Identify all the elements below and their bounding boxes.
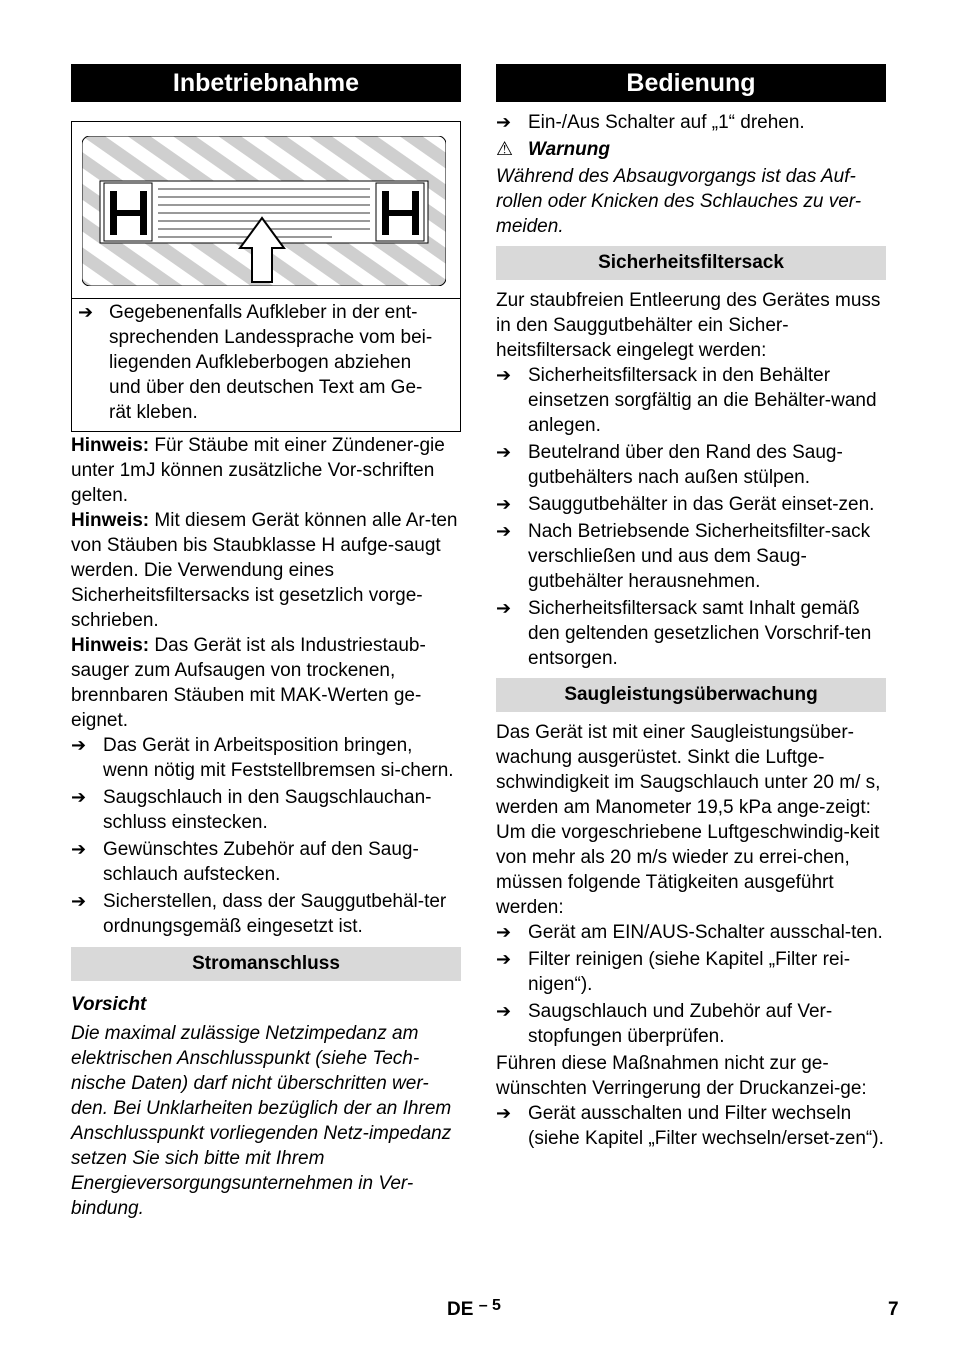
list-item <box>78 300 454 425</box>
list-item <box>496 1101 886 1151</box>
list-item <box>496 519 886 594</box>
list-item <box>496 947 886 997</box>
arrow-right-icon: ➔ <box>71 787 87 807</box>
box-line: liegenden Aufkleberbogen abziehen <box>109 352 412 373</box>
arrow-right-icon: ➔ <box>496 521 512 541</box>
note-label: Hinweis: <box>71 435 150 456</box>
note-text: Das Gerät ist als Industriestaub-sauger zum Aufsaugen von trockenen, brennbaren Stäuben mit MAK-Werten ge-eignet. <box>71 635 426 731</box>
arrow-right-icon: ➔ <box>496 494 512 514</box>
warning-text: Während des Absaugvorgangs ist das Auf-rollen oder Knicken des Schlauches zu ver-meiden. <box>496 166 862 237</box>
box-line: und über den deutschen Text am Ge- <box>109 377 423 398</box>
list-item <box>71 837 461 887</box>
warning-triangle-icon: ⚠ <box>496 139 514 160</box>
note-label: Hinweis: <box>71 510 150 531</box>
monitor-paragraph: Führen diese Maßnahmen nicht zur ge-wünschten Verringerung der Druckanzei-ge: <box>496 1053 867 1099</box>
step-text: Gerät am EIN/AUS-Schalter ausschal-ten. <box>528 922 883 943</box>
box-line: Gegebenenfalls Aufkleber in der ent- <box>109 302 418 323</box>
section-title-stromanschluss: Stromanschluss <box>71 947 461 981</box>
list-item <box>496 999 886 1049</box>
sticker-instruction <box>72 299 460 431</box>
sticker-figure <box>72 122 460 299</box>
list-item <box>496 110 886 135</box>
notes-block <box>71 433 461 733</box>
arrow-right-icon: ➔ <box>496 442 512 462</box>
step-text: Beutelrand über den Rand des Saug-gutbehälters nach außen stülpen. <box>528 442 843 488</box>
step-text: Filter reinigen (siehe Kapitel „Filter rei-nigen“). <box>528 949 851 995</box>
setup-steps <box>71 733 461 939</box>
list-item <box>496 920 886 945</box>
step-text: Ein-/Aus Schalter auf „1“ drehen. <box>528 112 805 133</box>
note-text: Mit diesem Gerät können alle Ar-ten von Stäuben bis Staubklasse H aufge-saugt werden. Die Verwendung eines Sicherheitsfiltersacks ist gesetzlich vorge-schrieben. <box>71 510 458 631</box>
page-number: 7 <box>888 1299 899 1320</box>
arrow-right-icon: ➔ <box>71 839 87 859</box>
step-text: Sauggutbehälter in das Gerät einset-zen. <box>528 494 875 515</box>
footer-language-page <box>447 1297 501 1321</box>
step-text: Sicherheitsfiltersack samt Inhalt gemäß den geltenden gesetzlichen Vorschrif-ten entsorgen. <box>528 598 872 669</box>
section-title-inbetriebnahme: Inbetriebnahme <box>71 64 461 102</box>
step-text: Saugschlauch in den Saugschlauchan-schluss einstecken. <box>103 787 432 833</box>
list-item <box>71 733 461 783</box>
box-line: rät kleben. <box>109 402 198 423</box>
list-item <box>496 492 886 517</box>
list-item <box>496 596 886 671</box>
right-column <box>496 64 886 1153</box>
warning-label: Warnung <box>528 139 610 160</box>
left-column <box>71 64 461 1221</box>
list-item <box>496 440 886 490</box>
step-text: Gewünschtes Zubehör auf den Saug-schlauch aufstecken. <box>103 839 419 885</box>
step-text: Sicherstellen, dass der Sauggutbehäl-ter ordnungsgemäß eingesetzt ist. <box>103 891 447 937</box>
footer-lang: DE <box>447 1299 474 1320</box>
monitor-paragraph: Das Gerät ist mit einer Saugleistungsüber-wachung ausgerüstet. Sinkt die Luftge-schwindigkeit im Saugschlauch unter 20 m/ s, werden am Manometer 19,5 kPa ange-zeigt: <box>496 722 881 818</box>
operation-steps <box>496 110 886 135</box>
filterbag-steps <box>496 363 886 671</box>
monitor-steps <box>496 920 886 1049</box>
arrow-right-icon: ➔ <box>71 735 87 755</box>
section-title-sicherheitsfiltersack: Sicherheitsfiltersack <box>496 246 886 280</box>
caution-text: Die maximal zulässige Netzimpedanz am elektrischen Anschlusspunkt (siehe Tech-nische Daten) darf nicht überschritten wer-den. Bei Unklarheiten bezüglich der an Ihrem Anschlusspunkt vorliegenden Netz-impedanz setzen Sie sich bitte mit Ihrem Energieversorgungsunternehmen in Ver-bindung. <box>71 1023 452 1219</box>
box-line: sprechenden Landessprache vom bei- <box>109 327 433 348</box>
step-text: Saugschlauch und Zubehör auf Ver-stopfungen überprüfen. <box>528 1001 833 1047</box>
warning-heading <box>496 137 886 162</box>
note-paragraph <box>71 433 461 508</box>
section-title-saugleistungsueberwachung: Saugleistungsüberwachung <box>496 678 886 712</box>
monitor-paragraph: Um die vorgeschriebene Luftgeschwindig-keit von mehr als 20 m/s wieder zu errei-chen, müssen folgende Tätigkeiten ausgeführt werden: <box>496 822 880 918</box>
sticker-illustration <box>82 136 446 286</box>
list-item <box>71 785 461 835</box>
arrow-right-icon: ➔ <box>78 302 94 322</box>
step-text: Gerät ausschalten und Filter wechseln (siehe Kapitel „Filter wechseln/erset-zen“). <box>528 1103 884 1149</box>
arrow-right-icon: ➔ <box>496 1001 512 1021</box>
arrow-right-icon: ➔ <box>496 112 512 132</box>
monitor-final-steps <box>496 1101 886 1151</box>
note-paragraph <box>71 633 461 733</box>
list-item <box>496 363 886 438</box>
sticker-instruction-box <box>71 121 461 432</box>
step-text: Sicherheitsfiltersack in den Behälter einsetzen sorgfältig an die Behälter-wand anlegen. <box>528 365 877 436</box>
list-item <box>71 889 461 939</box>
note-text: Für Stäube mit einer Zündener-gie unter 1mJ können zusätzliche Vor-schriften gelten. <box>71 435 445 506</box>
note-paragraph <box>71 508 461 633</box>
arrow-right-icon: ➔ <box>496 598 512 618</box>
arrow-right-icon: ➔ <box>496 1103 512 1123</box>
step-text: Nach Betriebsende Sicherheitsfilter-sack verschließen und aus dem Saug-gutbehälter herausnehmen. <box>528 521 871 592</box>
arrow-right-icon: ➔ <box>496 365 512 385</box>
footer-sub-page: 5 <box>492 1297 501 1314</box>
caution-label: Vorsicht <box>71 994 147 1015</box>
footer-dash: – <box>478 1297 488 1314</box>
arrow-right-icon: ➔ <box>496 922 512 942</box>
note-label: Hinweis: <box>71 635 150 656</box>
filterbag-intro: Zur staubfreien Entleerung des Gerätes muss in den Sauggutbehälter ein Sicher-heitsfiltersack eingelegt werden: <box>496 290 881 361</box>
arrow-right-icon: ➔ <box>496 949 512 969</box>
step-text: Das Gerät in Arbeitsposition bringen, wenn nötig mit Feststellbremsen si-chern. <box>103 735 454 781</box>
section-title-bedienung: Bedienung <box>496 64 886 102</box>
arrow-right-icon: ➔ <box>71 891 87 911</box>
